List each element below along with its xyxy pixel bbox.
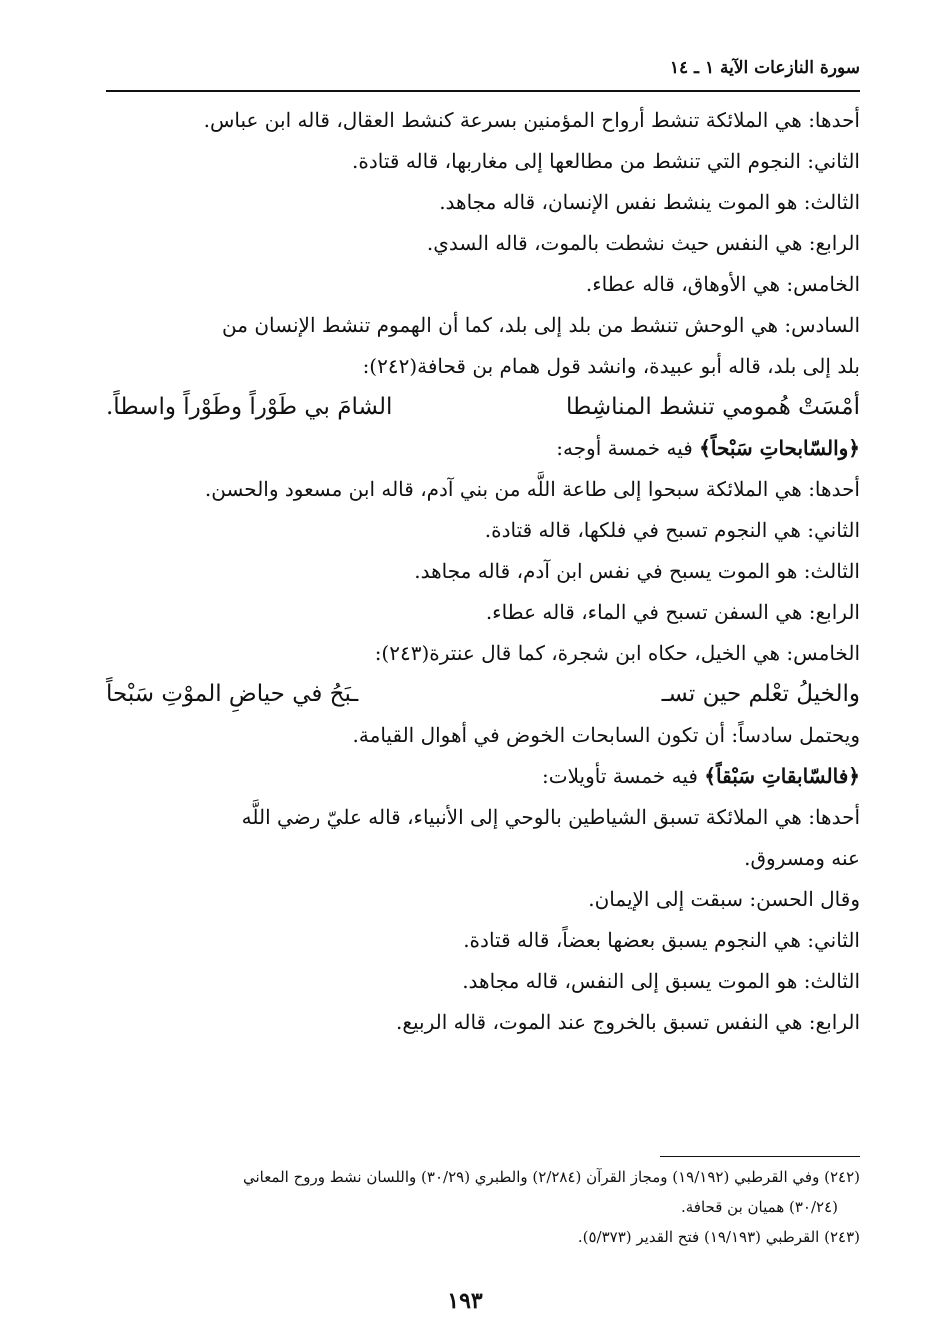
heading-rest: فيه خمسة تأويلات: xyxy=(542,764,705,788)
text-line: الرابع: هي النفس تسبق بالخروج عند الموت، قاله الربيع. xyxy=(395,1010,860,1034)
footnote-line: (٢٤٣) القرطبي (١٩/١٩٣) فتح القدير (٥/٣٧٣). xyxy=(577,1228,860,1246)
text-line: أحدها: هي الملائكة تنشط أرواح المؤمنين بسرعة كنشط العقال، قاله ابن عباس. xyxy=(203,108,860,132)
text-line: وقال الحسن: سبقت إلى الإيمان. xyxy=(588,887,860,911)
header-rule xyxy=(106,90,860,92)
quran-phrase: ﴿والسّابحاتِ سَبْحاً﴾ xyxy=(699,436,860,460)
footnote-rule xyxy=(660,1156,860,1157)
text-line: الثاني: هي النجوم يسبق بعضها بعضاً، قاله قتادة. xyxy=(463,928,860,952)
text-line: الرابع: هي النفس حيث نشطت بالموت، قاله السدي. xyxy=(426,231,860,255)
quran-phrase: ﴿فالسّابقاتِ سَبْقاً﴾ xyxy=(704,764,860,788)
footnotes xyxy=(106,1162,860,1252)
verse-second-half: ـبَحُ في حياضِ الموْتِ سَبْحاً xyxy=(106,681,359,707)
verse-first-half: والخيلُ تعْلم حين تسـ xyxy=(661,681,860,707)
heading-rest: فيه خمسة أوجه: xyxy=(556,436,700,460)
text-line: الخامس: هي الأوهاق، قاله عطاء. xyxy=(585,272,860,296)
quran-heading-line xyxy=(106,428,860,469)
quran-heading-line xyxy=(106,756,860,797)
text-line: الثالث: هو الموت يسبق إلى النفس، قاله مجاهد. xyxy=(462,969,860,993)
poem-verse xyxy=(106,387,860,428)
poem-verse xyxy=(106,674,860,715)
text-line: الرابع: هي السفن تسبح في الماء، قاله عطاء. xyxy=(485,600,860,624)
verse-second-half: الشامَ بي طَوْراً وطَوْراً واسطاً. xyxy=(106,394,393,420)
text-line: الثاني: هي النجوم تسبح في فلكها، قاله قتادة. xyxy=(484,518,860,542)
text-line: الثالث: هو الموت يسبح في نفس ابن آدم، قاله مجاهد. xyxy=(414,559,860,583)
text-line: الثاني: النجوم التي تنشط من مطالعها إلى مغاربها، قاله قتادة. xyxy=(352,149,860,173)
footnote-line: (٢٤٢) وفي القرطبي (١٩/١٩٢) ومجاز القرآن (٢/٢٨٤) والطبري (٣٠/٢٩) واللسان نشط وروح المعاني xyxy=(242,1168,860,1186)
text-line: السادس: هي الوحش تنشط من بلد إلى بلد، كما أن الهموم تنشط الإنسان من xyxy=(222,313,860,337)
running-header: سورة النازعات الآية ١ ـ ١٤ xyxy=(669,58,860,78)
text-line: أحدها: هي الملائكة سبحوا إلى طاعة اللَّه من بني آدم، قاله ابن مسعود والحسن. xyxy=(204,477,860,501)
text-line: ويحتمل سادساً: أن تكون السابحات الخوض في أهوال القيامة. xyxy=(352,723,860,747)
text-line: عنه ومسروق. xyxy=(744,846,860,870)
text-line: الخامس: هي الخيل، حكاه ابن شجرة، كما قال عنترة(٢٤٣): xyxy=(374,641,860,665)
main-text xyxy=(106,100,860,1043)
text-line: بلد إلى بلد، قاله أبو عبيدة، وانشد قول همام بن قحافة(٢٤٢): xyxy=(362,354,860,378)
page-number: ١٩٣ xyxy=(447,1288,483,1314)
text-line: الثالث: هو الموت ينشط نفس الإنسان، قاله مجاهد. xyxy=(439,190,860,214)
text-line: أحدها: هي الملائكة تسبق الشياطين بالوحي إلى الأنبياء، قاله عليّ رضي اللَّه xyxy=(241,805,860,829)
verse-first-half: أمْسَتْ هُمومي تنشط المناشِطا xyxy=(565,394,860,420)
footnote-line: (٣٠/٢٤) هميان بن قحافة. xyxy=(681,1198,838,1216)
